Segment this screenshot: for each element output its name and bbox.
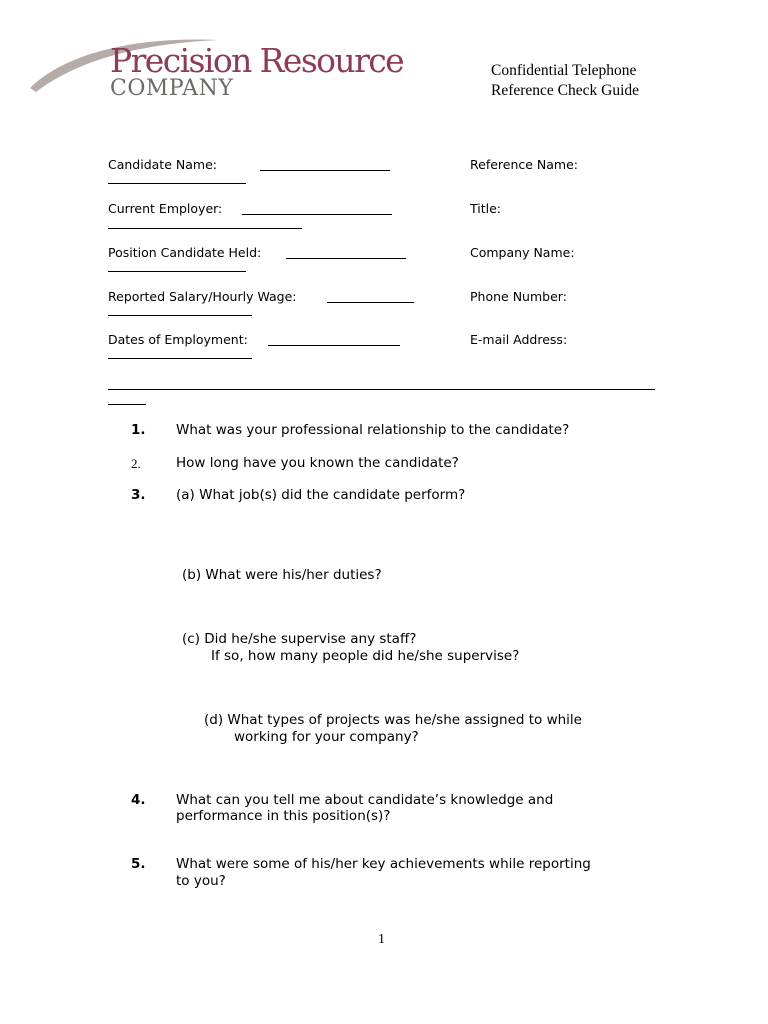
current-employer-line[interactable] — [242, 214, 392, 215]
dates-employment-line-2[interactable] — [108, 358, 252, 359]
position-held-line-2[interactable] — [108, 271, 246, 272]
candidate-name-line-2[interactable] — [108, 183, 246, 184]
position-held-line[interactable] — [286, 258, 406, 259]
candidate-name-label: Candidate Name: — [108, 157, 217, 172]
question-5-number: 5. — [131, 856, 146, 872]
question-3b-text: (b) What were his/her duties? — [182, 567, 382, 583]
current-employer-label: Current Employer: — [108, 201, 223, 216]
question-2-number: 2. — [131, 456, 141, 471]
current-employer-line-2[interactable] — [108, 228, 302, 229]
candidate-name-line[interactable] — [260, 170, 390, 171]
question-3c-text-line-2: If so, how many people did he/she supervise? — [211, 648, 520, 664]
question-3d-text-line-2: working for your company? — [234, 729, 419, 745]
question-1-number: 1. — [131, 422, 146, 438]
separator-line — [108, 389, 655, 390]
question-4-text: What can you tell me about candidate’s knowledge and — [176, 792, 554, 808]
page-number: 1 — [378, 932, 385, 947]
company-logo — [28, 30, 404, 110]
question-2-text: How long have you known the candidate? — [176, 455, 459, 471]
title-line-1: Confidential Telephone — [491, 62, 637, 79]
company-name-label: Company Name: — [470, 245, 575, 260]
document-title — [491, 61, 639, 101]
position-held-label: Position Candidate Held: — [108, 245, 262, 260]
reference-title-label: Title: — [470, 201, 501, 216]
reference-name-label: Reference Name: — [470, 157, 579, 172]
phone-number-label: Phone Number: — [470, 289, 567, 304]
logo-subtitle: COMPANY — [110, 76, 234, 101]
question-3-number: 3. — [131, 487, 146, 503]
dates-employment-label: Dates of Employment: — [108, 332, 248, 347]
salary-label: Reported Salary/Hourly Wage: — [108, 289, 297, 304]
separator-line-tail — [108, 404, 146, 405]
question-1-text: What was your professional relationship to the candidate? — [176, 422, 570, 438]
question-4-number: 4. — [131, 792, 146, 808]
email-address-label: E-mail Address: — [470, 332, 568, 347]
title-line-2: Reference Check Guide — [491, 82, 640, 99]
question-5-text-line-2: to you? — [176, 873, 226, 889]
logo-wordmark: Precision Resource — [110, 41, 404, 80]
question-4-text-line-2: performance in this position(s)? — [176, 808, 391, 824]
salary-line-2[interactable] — [108, 315, 252, 316]
question-3c-text: (c) Did he/she supervise any staff? — [182, 631, 417, 647]
salary-line[interactable] — [327, 302, 414, 303]
question-3d-text: (d) What types of projects was he/she assigned to while — [204, 712, 582, 728]
dates-employment-line[interactable] — [268, 345, 400, 346]
question-5-text: What were some of his/her key achievements while reporting — [176, 856, 591, 872]
question-3a-text: (a) What job(s) did the candidate perform? — [176, 487, 466, 503]
